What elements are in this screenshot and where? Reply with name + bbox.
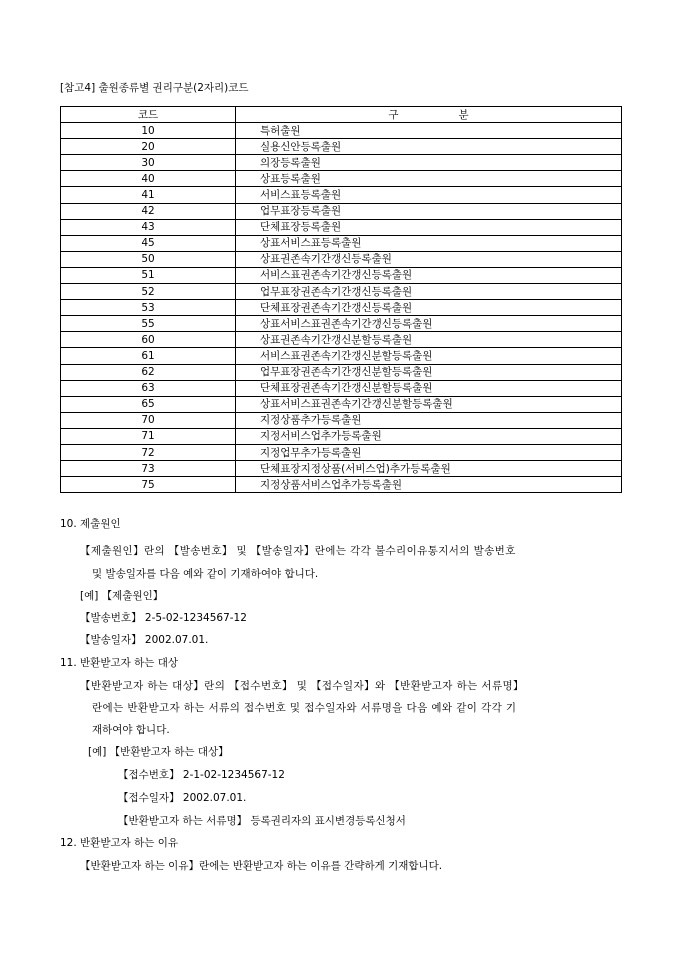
code-cell: 72	[61, 444, 236, 460]
table-row	[61, 123, 622, 139]
table-body	[61, 123, 622, 493]
code-cell: 40	[61, 171, 236, 187]
code-cell: 52	[61, 284, 236, 300]
category-cell: 서비스표등록출원	[236, 187, 622, 203]
code-cell: 30	[61, 155, 236, 171]
section-10-example-label: [예] 【제출원인】	[80, 590, 164, 602]
category-cell: 상표권존속기간갱신분할등록출원	[236, 332, 622, 348]
code-cell: 50	[61, 251, 236, 267]
section-10-title: 10. 제출원인	[60, 518, 121, 530]
table-row	[61, 139, 622, 155]
table-row	[61, 364, 622, 380]
table-row	[61, 251, 622, 267]
table-row	[61, 412, 622, 428]
category-cell: 지정서비스업추가등록출원	[236, 428, 622, 444]
header-code: 코드	[61, 107, 236, 123]
code-cell: 60	[61, 332, 236, 348]
category-cell: 상표권존속기간갱신등록출원	[236, 251, 622, 267]
section-11-para-line2: 란에는 반환받고자 하는 서류의 접수번호 및 접수일자와 서류명을 다음 예와 같이 각각 기	[92, 702, 517, 714]
section-12-para-line1: 【반환받고자 하는 이유】란에는 반환받고자 하는 이유를 간략하게 기재합니다.	[80, 860, 443, 872]
category-cell: 단체표장등록출원	[236, 219, 622, 235]
code-cell: 75	[61, 477, 236, 493]
table-row	[61, 300, 622, 316]
category-cell: 업무표장등록출원	[236, 203, 622, 219]
code-cell: 70	[61, 412, 236, 428]
table-row	[61, 348, 622, 364]
code-cell: 53	[61, 300, 236, 316]
table-row	[61, 219, 622, 235]
section-10-example-send-date: 【발송일자】 2002.07.01.	[80, 634, 209, 646]
code-cell: 65	[61, 396, 236, 412]
category-cell: 단체표장지정상품(서비스업)추가등록출원	[236, 461, 622, 477]
table-row	[61, 267, 622, 283]
code-cell: 62	[61, 364, 236, 380]
category-cell: 지정상품추가등록출원	[236, 412, 622, 428]
table-row	[61, 461, 622, 477]
code-cell: 20	[61, 139, 236, 155]
table-row	[61, 444, 622, 460]
table-row	[61, 187, 622, 203]
code-cell: 55	[61, 316, 236, 332]
table-row	[61, 428, 622, 444]
table-header-row	[61, 107, 622, 123]
code-cell: 43	[61, 219, 236, 235]
section-11-example-receipt-number: 【접수번호】 2-1-02-1234567-12	[118, 769, 285, 781]
category-cell: 상표서비스표등록출원	[236, 235, 622, 251]
code-cell: 63	[61, 380, 236, 396]
category-cell: 단체표장권존속기간갱신등록출원	[236, 300, 622, 316]
code-cell: 45	[61, 235, 236, 251]
code-cell: 42	[61, 203, 236, 219]
section-10-example-send-number: 【발송번호】 2-5-02-1234567-12	[80, 612, 247, 624]
section-11-para-line3: 재하여야 합니다.	[92, 724, 170, 736]
code-cell: 41	[61, 187, 236, 203]
header-category: 구분	[236, 107, 622, 123]
table-caption: [참고4] 출원종류별 권리구분(2자리)코드	[60, 82, 249, 94]
section-10-para-line1: 【제출원인】란의 【발송번호】 및 【발송일자】란에는 각각 불수리이유통지서의 발송번호	[80, 545, 516, 557]
category-cell: 실용신안등록출원	[236, 139, 622, 155]
category-cell: 상표등록출원	[236, 171, 622, 187]
category-cell: 업무표장권존속기간갱신분할등록출원	[236, 364, 622, 380]
category-cell: 지정상품서비스업추가등록출원	[236, 477, 622, 493]
category-cell: 특허출원	[236, 123, 622, 139]
table-row	[61, 332, 622, 348]
section-11-title: 11. 반환받고자 하는 대상	[60, 657, 178, 669]
category-cell: 의장등록출원	[236, 155, 622, 171]
section-11-example-receipt-date: 【접수일자】 2002.07.01.	[118, 792, 247, 804]
category-cell: 지정업무추가등록출원	[236, 444, 622, 460]
code-cell: 51	[61, 267, 236, 283]
section-12-title: 12. 반환받고자 하는 이유	[60, 837, 178, 849]
category-cell: 상표서비스표권존속기간갱신분할등록출원	[236, 396, 622, 412]
table-row	[61, 203, 622, 219]
table-row	[61, 235, 622, 251]
code-cell: 61	[61, 348, 236, 364]
table-row	[61, 171, 622, 187]
category-cell: 상표서비스표권존속기간갱신등록출원	[236, 316, 622, 332]
table-row	[61, 284, 622, 300]
code-cell: 10	[61, 123, 236, 139]
section-11-example-label: [예] 【반환받고자 하는 대상】	[88, 746, 229, 758]
code-cell: 71	[61, 428, 236, 444]
category-cell: 업무표장권존속기간갱신등록출원	[236, 284, 622, 300]
table-row	[61, 380, 622, 396]
table-row	[61, 316, 622, 332]
section-11-para-line1: 【반환받고자 하는 대상】란의 【접수번호】 및 【접수일자】와 【반환받고자 하는 서류명】	[80, 680, 524, 692]
category-cell: 단체표장권존속기간갱신분할등록출원	[236, 380, 622, 396]
section-11-example-document-name: 【반환받고자 하는 서류명】 등록권리자의 표시변경등록신청서	[118, 815, 406, 827]
section-10-para-line2: 및 발송일자를 다음 예와 같이 기재하여야 합니다.	[92, 568, 319, 580]
rights-code-table	[60, 106, 622, 493]
category-cell: 서비스표권존속기간갱신등록출원	[236, 267, 622, 283]
table-row	[61, 477, 622, 493]
table-row	[61, 396, 622, 412]
code-cell: 73	[61, 461, 236, 477]
category-cell: 서비스표권존속기간갱신분할등록출원	[236, 348, 622, 364]
table-row	[61, 155, 622, 171]
